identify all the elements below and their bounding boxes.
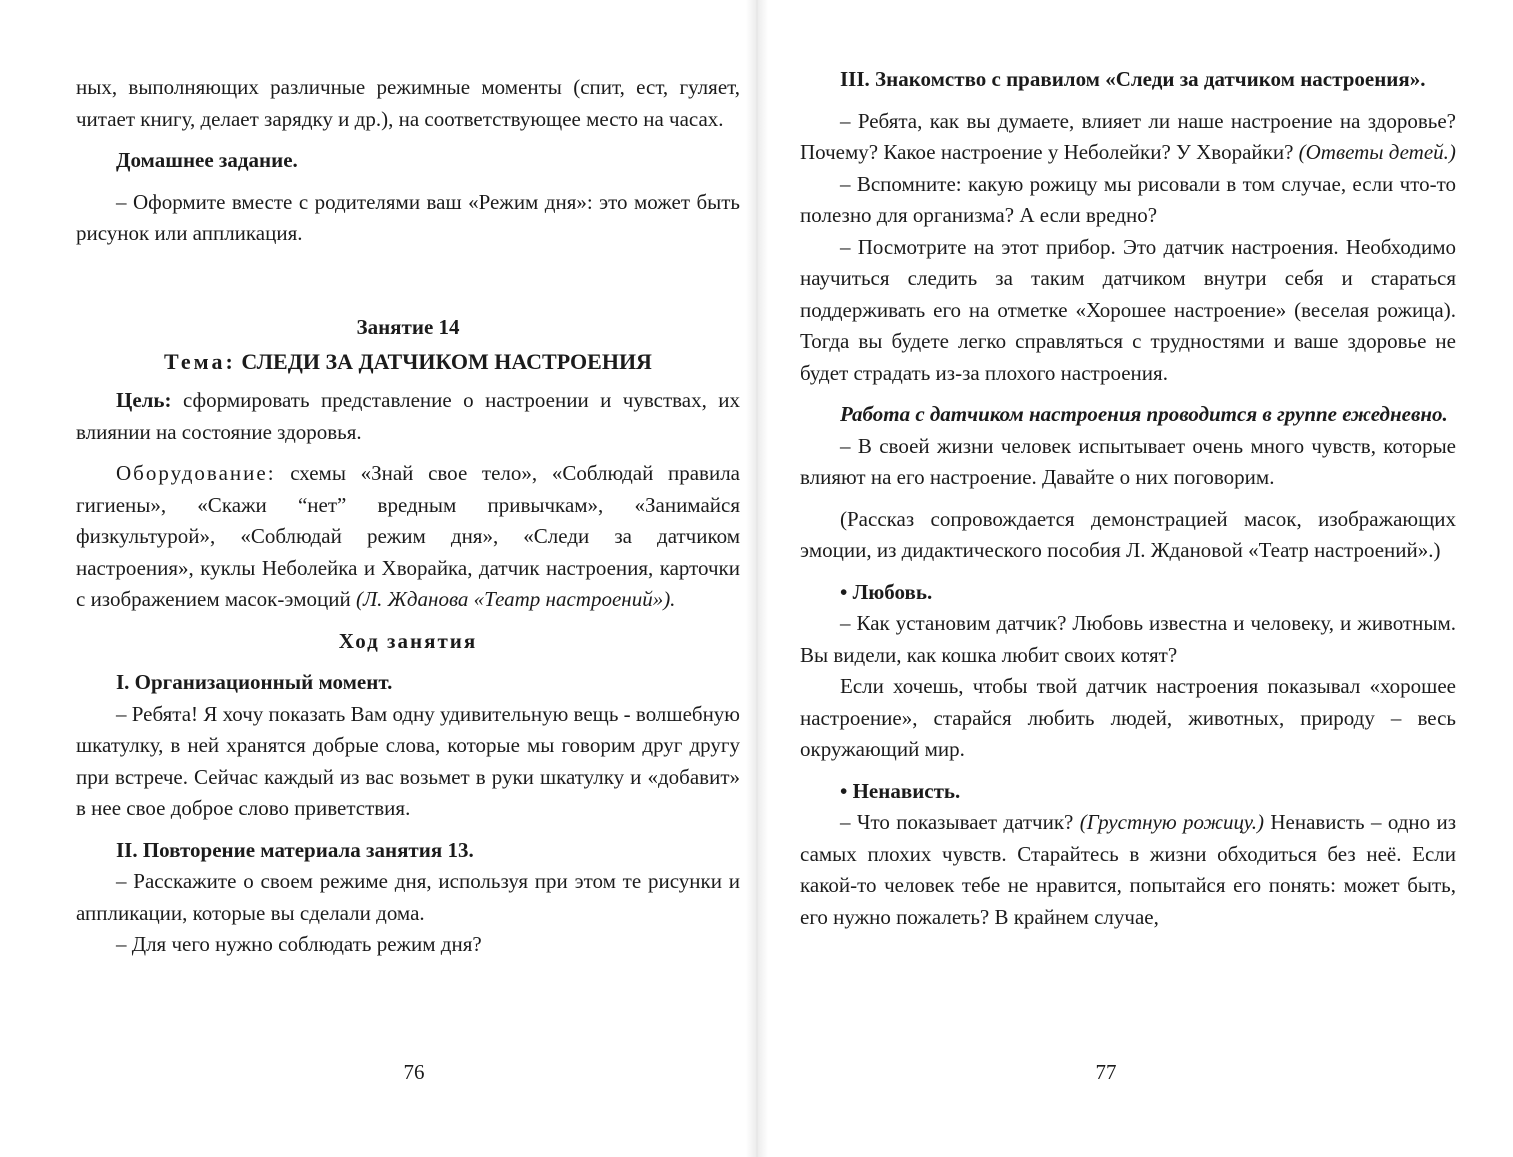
demo-text: (Рассказ сопровождается демонстрацией масок, изображающих эмоции, из дидактического пособия Л. Ждановой «Театр настроений».) (800, 506, 1456, 562)
equipment-text: схемы «Знай свое тело», «Соблюдай правила гигиены», «Скажи “нет” вредным привычкам», «Занимайся физкультурой», «Соблюдай режим дня», «Следи за датчиком настроения», куклы Неболейка и Хворайка, датчик настроения, карточки с изображением масок-эмоций (76, 461, 741, 611)
topic-label: Тема: (164, 349, 236, 374)
section2-text1: – Расскажите о своем режиме дня, используя при этом те рисунки и аппликации, которые вы сделали дома. (76, 869, 740, 925)
love-question: – Как установим датчик? Любовь известна и человеку, и животным. Вы видели, как кошка любит своих котят? (800, 611, 1456, 667)
page-number-right: 77 (1095, 1060, 1117, 1084)
section1-title: I. Организационный момент. (116, 670, 393, 694)
equipment-paragraph (76, 458, 740, 616)
section2-title: II. Повторение материала занятия 13. (116, 837, 474, 862)
homework-text: – Оформите вместе с родителями ваш «Режим дня»: это может быть рисунок или аппликация. (76, 189, 740, 245)
question-1-note: (Ответы детей.) (1298, 140, 1456, 164)
hate-title: • Ненависть. (840, 778, 961, 803)
section1-text: – Ребята! Я хочу показать Вам одну удивительную вещь - волшебную шкатулку, в ней хранятся добрые слова, которые мы говорим друг другу при встрече. Сейчас каждый из вас возьмет в руки шкатулку и «добавит» в нее свое доброе слово приветствия. (76, 701, 740, 820)
topic-title: СЛЕДИ ЗА ДАТЧИКОМ НАСТРОЕНИЯ (241, 349, 652, 374)
lesson-number: Занятие 14 (356, 314, 460, 339)
hate-text: Ненависть – одно из самых плохих чувств. Старайтесь в жизни обходиться без неё. Если какой-то человек тебе не нравится, попытайся его понять: может быть, его нужно пожалеть? В крайнем случае, (800, 810, 1457, 929)
question-1-text: – Ребята, как вы думаете, влияет ли наше настроение на здоровье? Почему? Какое настроение у Неболейки? У Хворайки? (800, 108, 1456, 164)
section3-title: III. Знакомство с правилом «Следи за датчиком настроения». (840, 67, 1426, 91)
equipment-label: Оборудование: (116, 461, 276, 485)
goal-paragraph (76, 385, 740, 448)
goal-label: Цель: (116, 388, 172, 412)
hate-answer: (Грустную рожицу.) (1079, 810, 1264, 834)
equipment-source: (Л. Жданова «Театр настроений»). (355, 587, 676, 611)
hate-paragraph (800, 807, 1456, 933)
question-1 (800, 106, 1456, 169)
love-text: Если хочешь, чтобы твой датчик настроения показывал «хорошее настроение», старайся любить людей, животных, природу – весь окружающий мир. (800, 674, 1456, 761)
feelings-text: – В своей жизни человек испытывает очень много чувств, которые влияют на его настроение. Давайте о них поговорим. (800, 433, 1456, 489)
love-title: • Любовь. (840, 579, 933, 604)
left-page (0, 0, 756, 1157)
question-3: – Посмотрите на этот прибор. Это датчик настроения. Необходимо научиться следить за таким датчиком внутри себя и стараться поддерживать его на отметке «Хорошее настроение» (веселая рожица). Тогда вы будете легко справляться с трудностями и ваше здоровье не будет страдать из-за плохого настроения. (800, 234, 1456, 385)
course-heading: Ход занятия (338, 628, 478, 653)
right-page (756, 0, 1513, 1157)
intro-paragraph: ных, выполняющих различные режимные моменты (спит, ест, гуляет, читает книгу, делает зарядку и др.), на соответствующее место на часах. (76, 75, 740, 131)
topic-heading (76, 349, 740, 375)
homework-title: Домашнее задание. (116, 148, 298, 172)
hate-question: – Что показывает датчик? (840, 810, 1074, 834)
question-2: – Вспомните: какую рожицу мы рисовали в том случае, если что-то полезно для организма? А если вредно? (800, 171, 1456, 227)
work-note: Работа с датчиком настроения проводится в группе ежедневно. (840, 402, 1448, 426)
goal-text: сформировать представление о настроении и чувствах, их влиянии на состояние здоровья. (76, 388, 740, 444)
section2-text2: – Для чего нужно соблюдать режим дня? (116, 932, 482, 956)
page-number-left: 76 (403, 1060, 425, 1084)
